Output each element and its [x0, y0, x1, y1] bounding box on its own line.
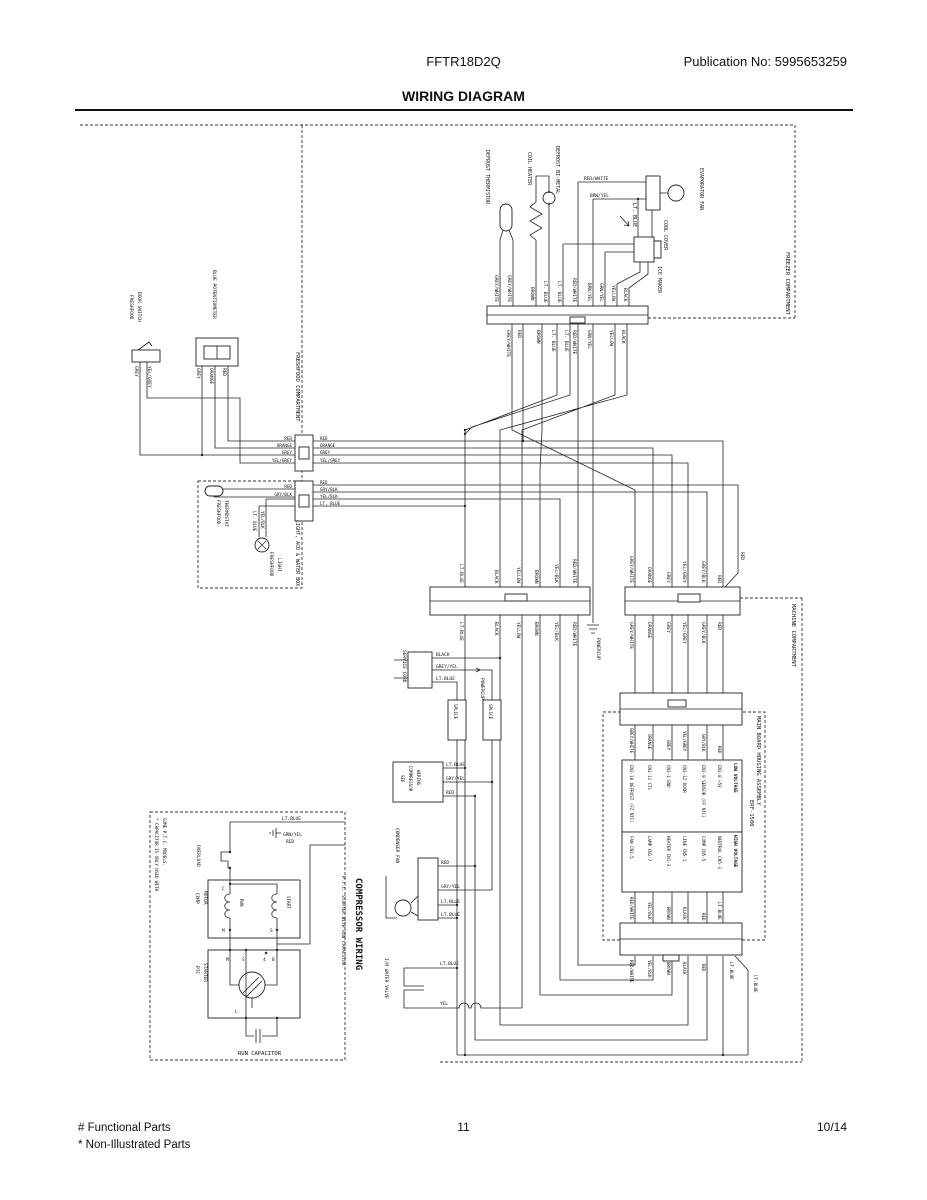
- pin-label: CN3-1 GND: [666, 765, 671, 788]
- ff-light-label: FRESHFOOD: [268, 552, 273, 577]
- wire-label: YEL/GREY: [320, 458, 341, 463]
- coil-heater-label: COIL HEATER: [526, 152, 532, 186]
- wire-label: BRN/YEL: [590, 194, 609, 199]
- wire-label: YEL/GREY: [682, 731, 687, 752]
- ice-maker-label: ICE MAKER: [656, 266, 662, 294]
- wire-label: RED/WHITE: [571, 278, 576, 303]
- wire-label: RED: [701, 964, 706, 972]
- wire-label: LT.BLUE: [458, 564, 463, 583]
- pin-label: COMP CN5-5: [701, 836, 706, 862]
- wire-label: RED: [221, 368, 226, 377]
- wire-label: ORANGE: [276, 443, 292, 448]
- revision-date: 10/14: [816, 1120, 847, 1134]
- wire-label: LT.BLUE: [753, 975, 758, 993]
- ptc-label: STARTER: [202, 963, 207, 982]
- capacitor-note: * CAPACITOR IS ONLY USED WITH: [154, 818, 159, 892]
- wire-label: GREY/YEL: [436, 665, 458, 670]
- functional-parts-note: # Functional Parts: [78, 1122, 171, 1134]
- wire-label: ORANGE: [646, 567, 651, 584]
- wire-label: YEL/BLK: [553, 622, 558, 641]
- wire-label: LT.BLUE: [440, 962, 459, 967]
- model-number: FFTR18D2Q: [426, 54, 501, 69]
- wire-label: LT. BLUE: [252, 511, 257, 532]
- wire-label: BLACK: [493, 570, 498, 584]
- wire-label: BLACK: [682, 907, 687, 920]
- ptc-label: PTC: [194, 966, 199, 975]
- page-title: WIRING DIAGRAM: [402, 88, 525, 104]
- wire-label: RED: [716, 622, 721, 631]
- wire-label: YELLOW: [515, 622, 520, 639]
- wire-label: YEL/GREY: [681, 622, 686, 644]
- wire-label: YEL/BLK: [260, 511, 265, 529]
- pin-label: NEUTRAL CN5-3: [717, 836, 722, 869]
- cool-cover-label: COOL COVER: [662, 220, 668, 251]
- wire-label: RED/WHITE: [584, 177, 609, 182]
- door-switch-label: DOOR SWITCH: [136, 292, 141, 322]
- evaporator-fan-label: EVAPORATOR FAN: [698, 168, 704, 211]
- capacitor-note: SOME P.T.C. MODELS.: [162, 818, 167, 866]
- water-valve-label: I/M WATER VALVE: [383, 958, 388, 999]
- wire-label: RED: [441, 861, 450, 866]
- wire-label: GREY: [133, 366, 138, 377]
- wire-label: BROWN: [666, 962, 671, 975]
- wire-label: BLACK: [493, 622, 498, 636]
- wire-label: GREY: [665, 622, 670, 633]
- ff-thermostat-label: FRESHFOOD: [215, 500, 220, 525]
- wire-label: LT.BLUE: [729, 962, 734, 980]
- pin-label: CN3-9 SENSOR (FF NTC): [701, 765, 706, 818]
- machine-compartment-label: MACHINE COMPARTMENT: [790, 604, 796, 667]
- evap-fan-connector: [646, 176, 660, 210]
- pin-label: HEATER CN1-3: [666, 836, 671, 867]
- terminal-label: M: [226, 958, 229, 963]
- wire-label: ORANGE: [320, 443, 336, 448]
- wire-label: LT.BLUE: [458, 622, 463, 641]
- run-label: RUN: [239, 899, 244, 907]
- wire-label: YEL/GREY: [146, 366, 151, 388]
- defrost-bimetal-label: DEFROST BI-METAL: [554, 146, 560, 195]
- terminal-label: M: [222, 929, 225, 934]
- run-capacitor-label: RUN CAPACITOR: [238, 1051, 282, 1057]
- wire-label: GRY/YEL: [441, 885, 460, 890]
- wire-label: GREY: [281, 450, 292, 455]
- see-compressor-label: WIRING: [416, 770, 421, 786]
- wire-label: GREY/WHITE: [505, 330, 510, 358]
- start-label: START: [286, 896, 291, 909]
- wire-label: LT.BLUE: [441, 900, 460, 905]
- terminal-label: B: [272, 958, 275, 963]
- valve-solenoid-icon: [404, 968, 438, 1008]
- overload-label: OVERLOAD: [195, 845, 200, 867]
- wire-label: YEL/BLK: [647, 902, 652, 920]
- wire-label: LT. BLUE: [563, 330, 568, 352]
- pin-label: CN3-12 DOOR: [682, 765, 687, 793]
- wire-label: BRN/YEL: [586, 283, 591, 302]
- wire-label: ORANGE: [646, 622, 651, 639]
- ice-maker-bracket-icon: [654, 241, 661, 258]
- wire-label: LT.BLUE: [446, 763, 465, 768]
- wire-label: RED: [320, 436, 328, 441]
- pin-label: CN3-10 DEFROST (FZ NTC): [629, 765, 634, 823]
- wire-label: LT. BLUE: [631, 203, 637, 228]
- wire-label: YEL: [440, 1002, 449, 1007]
- board-name: ERF-1500: [748, 800, 754, 827]
- wire-label: RED: [446, 791, 455, 796]
- wire-label: GREY: [665, 572, 670, 583]
- see-compressor-label: SEE: [400, 775, 405, 783]
- ff-thermostat-label: THERMOSTAT: [223, 500, 228, 528]
- board-bottom-wire-labels: [629, 897, 722, 921]
- wire-label: GREY/BLK: [700, 561, 705, 583]
- wire-label: GREY/WHITE: [493, 275, 498, 303]
- terminal-label: 4: [263, 958, 266, 963]
- pin-label: LINE CN5-1: [682, 836, 687, 862]
- condenser-connector: [418, 858, 438, 920]
- wire-label: YELLOW: [610, 285, 615, 302]
- non-illustrated-parts-note: * Non-Illustrated Parts: [78, 1139, 191, 1151]
- comp-motor-label: MOTOR: [202, 891, 207, 905]
- wire-label: BROWN: [529, 287, 534, 301]
- wire-label: LT. BLUE: [320, 501, 341, 506]
- wire-label: BROWN: [535, 330, 540, 344]
- wire-label: GREY/BLK: [700, 622, 705, 644]
- terminal-label: C: [222, 887, 225, 892]
- wire-label: GREY: [195, 368, 200, 379]
- board-below-connector-labels: [629, 960, 758, 993]
- see-compressor-label: COMPRESSOR: [408, 766, 413, 792]
- wire-label: YEL/GREY: [271, 458, 292, 463]
- freezer-compartment-label: FREEZER COMPARTMENT: [784, 252, 790, 315]
- wire-label: RED/WHITE: [629, 960, 634, 983]
- wire-label: GRY/YEL: [446, 777, 465, 782]
- wire-label: YEL/BLK: [647, 960, 652, 978]
- wire-label: GREY/WHITE: [628, 556, 633, 584]
- wire-label: YEL/BLK: [320, 494, 338, 499]
- potentiometer-label: BLUE POTENTIOMETER: [211, 270, 216, 319]
- wire-label: RED: [284, 436, 292, 441]
- board-top-wire-labels: [629, 728, 722, 754]
- wire-label: RED: [739, 552, 744, 561]
- pin-label: CN3-11 CTL: [647, 765, 652, 791]
- wire-label: YELLOW: [608, 330, 613, 347]
- wire-label: RED/WHITE: [629, 897, 634, 920]
- compressor-wiring-heading: COMPRESSOR WIRING: [353, 878, 363, 971]
- door-switch-lever-icon: [138, 342, 152, 350]
- wire-label: BROWN: [666, 907, 671, 920]
- door-switch-label: FRESHFOOD: [128, 295, 133, 320]
- wire-label: ORANGE: [647, 734, 652, 750]
- splice-label: SPLICE: [488, 704, 493, 720]
- wire-label: RED: [286, 840, 295, 845]
- wire-label: GREY: [666, 740, 671, 751]
- ptc-starter-subheading: P.T.C. STARTER WITH RUN CAPACITOR: [340, 876, 345, 966]
- powercup-label: POWERCUP: [479, 678, 484, 700]
- terminal-label: S: [242, 958, 245, 963]
- terminal-label: S: [270, 929, 273, 934]
- wire-label: LT. BLUE: [542, 281, 547, 303]
- board-high-voltage-box: [622, 832, 742, 892]
- condenser-fan-label: CONDENSER FAN: [394, 828, 399, 864]
- wire-label: GRN/YEL: [586, 330, 591, 349]
- wire-label: GREY/WHITE: [629, 728, 634, 754]
- wire-label: RED/WHITE: [571, 622, 576, 647]
- wire-label: BLACK: [682, 962, 687, 975]
- wire-label: RED: [516, 330, 521, 339]
- ptc-disc-icon: [239, 972, 265, 998]
- wire-label: GRN/YEL: [598, 283, 603, 302]
- pin-label: CN3-8 +5V: [717, 765, 722, 788]
- wire-label: RED: [717, 746, 722, 754]
- ice-maker-connector: [634, 237, 654, 262]
- wire-label: RED: [320, 480, 328, 485]
- wire-label: RED/WHITE: [571, 330, 576, 355]
- wire-label: GRY/BLK: [701, 734, 706, 752]
- wire-label: RED: [284, 484, 292, 489]
- main-board-housing-label: MAIN BOARD HOUSING ASSEMBLY: [755, 716, 761, 806]
- wire-label: LT.BLUE: [441, 913, 460, 918]
- board-low-voltage-box: [622, 760, 742, 832]
- wire-label: GRY/BLK: [274, 492, 292, 497]
- wire-label: LT.BLUE: [436, 677, 455, 682]
- ptc-starter-box: [208, 950, 300, 1018]
- wire-label: GREY/WHITE: [506, 275, 511, 303]
- start-coil-icon: [272, 894, 277, 918]
- wire-label: GRN/YEL: [283, 833, 302, 838]
- publication-number: Publication No: 5995653259: [683, 54, 847, 69]
- low-voltage-header: LOW VOLTAGE: [732, 763, 737, 793]
- wire-label: BROWN: [533, 622, 538, 636]
- run-coil-icon: [225, 894, 230, 918]
- service-cord-plug-icon: [408, 652, 432, 688]
- light-acd-water-box-label: LIGHT, ACD & WATER BOX: [294, 520, 300, 587]
- wire-label: GREY: [320, 450, 331, 455]
- condenser-motor-icon: [395, 900, 411, 916]
- ff-thermostat-icon: [205, 486, 223, 496]
- pin-label: LAMP CN1-7: [647, 836, 652, 862]
- service-cord-label: SERVICE CORD: [401, 650, 406, 683]
- evap-fan-motor-icon: [668, 185, 684, 201]
- defrost-thermistor-icon: [500, 204, 512, 231]
- door-switch-icon: [132, 350, 160, 362]
- splice-label: SPLICE: [453, 704, 458, 720]
- page-number: 11: [457, 1120, 470, 1134]
- wire-label: RED/WHITE: [571, 559, 576, 584]
- wire-label: BLACK: [620, 330, 625, 344]
- bimetal-icon: [543, 192, 555, 204]
- wire-label: YEL/BLK: [553, 564, 558, 583]
- freshfood-compartment-label: FRESHFOOD COMPARTMENT: [294, 352, 300, 422]
- defrost-thermistor-label: DEFROST THERMISTOR: [484, 150, 490, 205]
- wire-label: YELLOW: [515, 567, 520, 584]
- wire-label: YEL/GREY: [681, 561, 686, 583]
- wire-label: RED: [716, 575, 721, 584]
- pin-label: FAN CN1-5: [629, 836, 634, 859]
- wire-label: ORANGE: [208, 368, 213, 385]
- wire-label: RED: [701, 913, 706, 921]
- wire-label: LT. BLUE: [556, 281, 561, 303]
- wire-label: GREY/WHITE: [628, 622, 633, 650]
- terminal-label: L: [235, 1010, 238, 1015]
- high-voltage-header: HIGH VOLTAGE: [732, 835, 737, 868]
- wire-label: LT.BLUE: [717, 902, 722, 920]
- ff-light-label: LIGHT: [276, 558, 281, 572]
- wire-label: BLACK: [436, 653, 450, 658]
- wire-label: GRY/BLK: [320, 487, 338, 492]
- wire-label: LT. BLUE: [550, 330, 555, 352]
- powercup-label: POWERCUP: [595, 638, 600, 660]
- comp-motor-label: COMP: [194, 893, 199, 904]
- wire-label: BROWN: [533, 570, 538, 584]
- wire-label: BLACK: [622, 288, 627, 302]
- wire-label: LT.BLUE: [282, 817, 301, 822]
